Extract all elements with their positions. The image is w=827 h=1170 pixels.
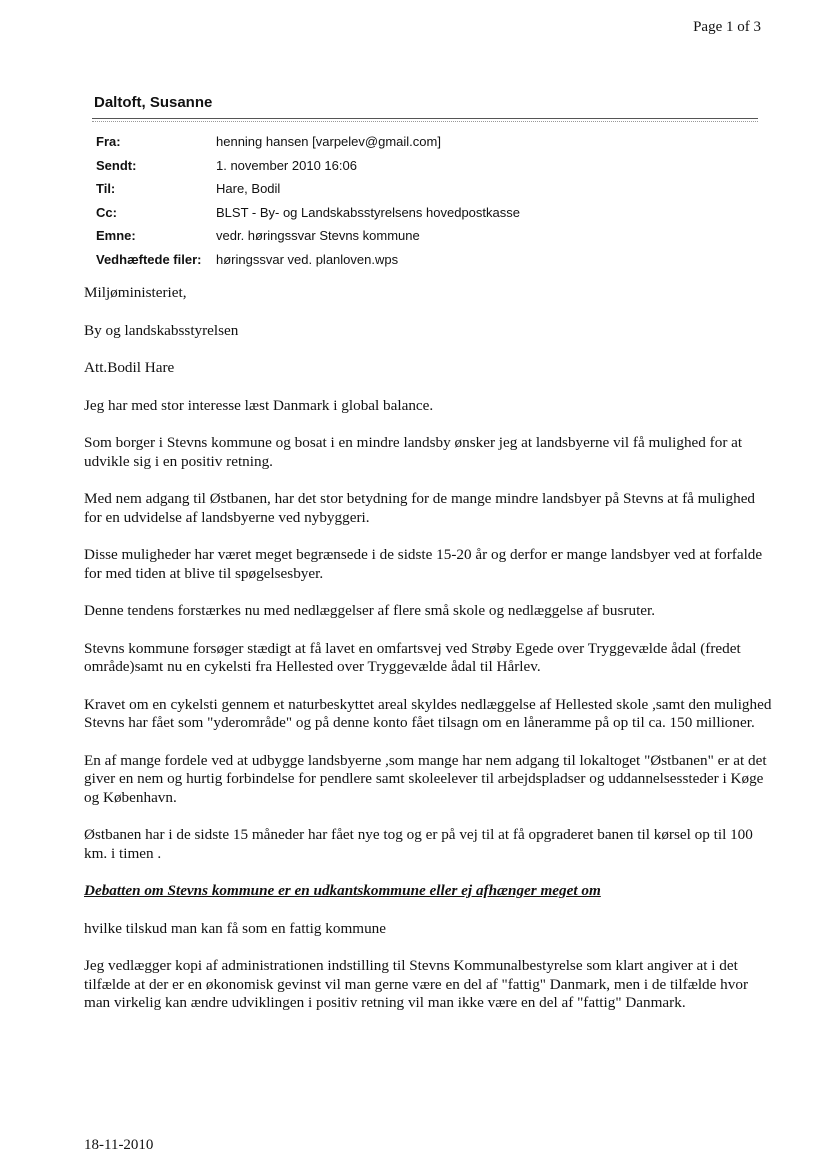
body-paragraph: Jeg har med stor interesse læst Danmark i global balance. (84, 396, 434, 414)
body-paragraph: Stevns kommune forsøger stædigt at få lavet en omfartsvej ved Strøby Egede over Tryggevælde ådal (fredet område)samt nu en cykelsti fra Hellested over Tryggevælde ådal til Hårlev. (84, 639, 741, 675)
meta-row-attachments (96, 248, 520, 272)
salutation-attention: Att.Bodil Hare (84, 359, 175, 376)
meta-label: Fra: (96, 134, 121, 150)
meta-label: Cc: (96, 204, 117, 220)
subject-value: vedr. høringssvar Stevns kommune (216, 228, 420, 244)
meta-row-cc (96, 201, 520, 225)
body-paragraph: hvilke tilskud man kan få som en fattig kommune (84, 919, 387, 937)
header-divider (92, 118, 758, 119)
page-number: Page 1 of 3 (693, 19, 761, 35)
to-value: Hare, Bodil (216, 181, 281, 197)
email-header-fields (96, 130, 520, 271)
meta-label: Vedhæftede filer: (96, 251, 202, 267)
header-divider-secondary (92, 121, 758, 122)
attachment-value: høringssvar ved. planloven.wps (216, 251, 399, 267)
meta-row-to (96, 177, 520, 201)
body-paragraph: Med nem adgang til Østbanen, har det stor betydning for de mange mindre landsbyer på Stevns at få mulighed for en udvidelse af landsbyerne ved nybyggeri. (84, 490, 756, 526)
body-paragraph: Jeg vedlægger kopi af administrationen indstilling til Stevns Kommunalbestyrelse som klart angiver at i det tilfælde at der er en økonomisk gevinst vil man gerne være en del af "fattig" Danmark, men i de tilfælde hvor man virkelig kan ændre udviklingen i positiv retning vil man ikke være en del af "fattig" Danmark. (84, 957, 749, 1011)
cc-value: BLST - By- og Landskabsstyrelsens hovedpostkasse (216, 204, 520, 220)
meta-label: Sendt: (96, 157, 137, 173)
body-paragraph: Disse muligheder har været meget begrænsede i de sidste 15-20 år og derfor er mange landsbyer ved at forfalde for med tiden at blive til spøgelsesbyer. (84, 546, 763, 582)
body-paragraph: Østbanen har i de sidste 15 måneder har fået nye tog og er på vej til at få opgraderet banen til kørsel op til 100 km. i timen . (84, 826, 753, 862)
sender-name: Daltoft, Susanne (94, 94, 213, 111)
footer-date: 18-11-2010 (84, 1137, 154, 1153)
salutation-ministry: Miljøministeriet, (84, 284, 187, 301)
body-paragraph: Denne tendens forstærkes nu med nedlæggelser af flere små skole og nedlæggelse af busruter. (84, 602, 656, 619)
meta-label: Til: (96, 181, 116, 197)
meta-label: Emne: (96, 228, 136, 244)
letter-body (84, 284, 774, 1032)
emphasized-heading: Debatten om Stevns kommune er en udkantskommune eller ej afhænger meget om (84, 882, 601, 899)
meta-row-subject (96, 224, 520, 248)
salutation-agency: By og landskabsstyrelsen (84, 321, 239, 339)
meta-row-sent (96, 154, 520, 178)
body-paragraph: En af mange fordele ved at udbygge landsbyerne ,som mange har nem adgang til lokaltoget "Østbanen" er at det giver en nem og hurtig forbindelse for pendlere samt skoleelever til arbejdspladser og uddannelsessteder i Køge og København. (84, 751, 767, 806)
meta-row-from (96, 130, 520, 154)
from-value: henning hansen [varpelev@gmail.com] (216, 134, 441, 150)
body-paragraph: Som borger i Stevns kommune og bosat i en mindre landsby ønsker jeg at landsbyerne vil få mulighed for at udvikle sig i en positiv retning. (84, 434, 743, 470)
sent-value: 1. november 2010 16:06 (216, 157, 357, 173)
body-paragraph: Kravet om en cykelsti gennem et naturbeskyttet areal skyldes nedlæggelse af Hellested skole ,samt den mulighed Stevns har fået som "yderområde" og på denne konto fået tilsagn om en låneramme på op til ca. 150 millioner. (84, 695, 772, 731)
